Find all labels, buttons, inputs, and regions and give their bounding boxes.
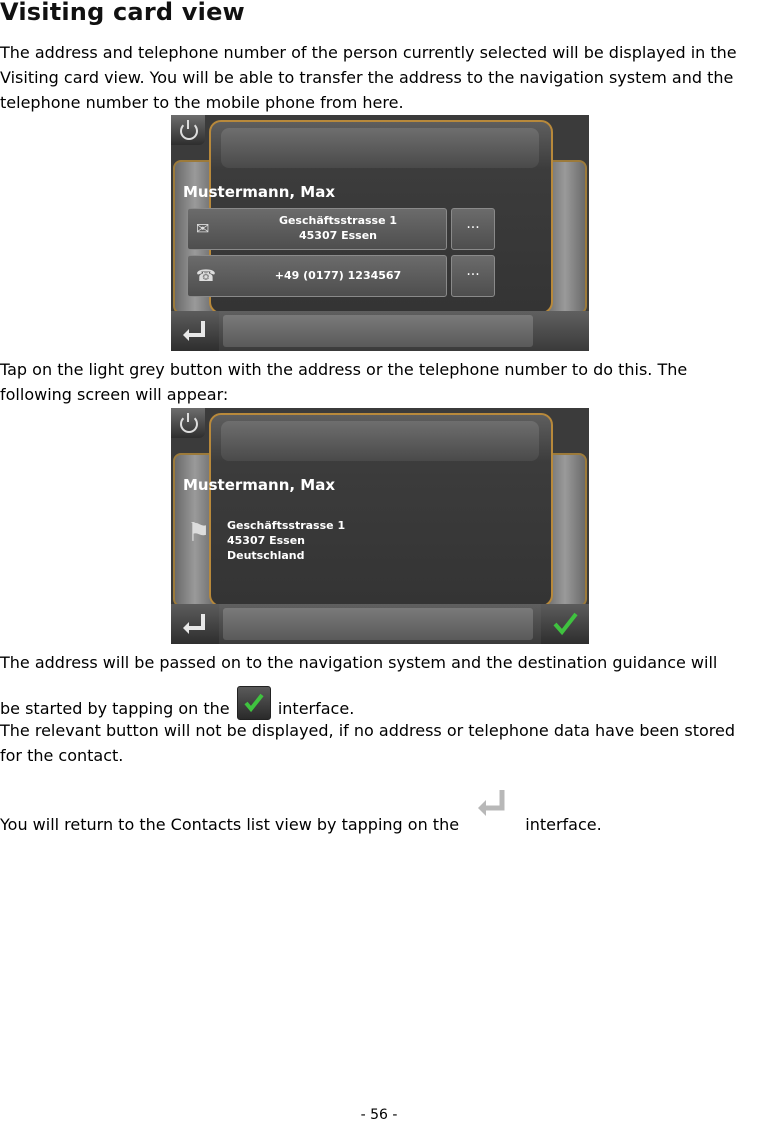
phone-number: +49 (0177) 1234567 <box>274 269 402 282</box>
destination-line-3: Deutschland <box>227 549 305 562</box>
phone-button[interactable] <box>187 255 447 297</box>
address-button[interactable] <box>187 208 447 250</box>
intro-paragraph: The address and telephone number of the person currently selected will be displayed in the Visiting card view. You will be able to transfer the address to the navigation system and the telephone number to the mobile phone from here. <box>0 43 737 112</box>
destination-address <box>227 518 345 563</box>
address-more-button[interactable]: ... <box>451 208 495 250</box>
phone-more-button[interactable]: ... <box>451 255 495 297</box>
page-title: Visiting card view <box>0 0 245 26</box>
destination-line-2: 45307 Essen <box>227 534 305 547</box>
back-arrow-icon <box>171 311 219 351</box>
ok-button[interactable] <box>541 604 589 644</box>
contact-name: Mustermann, Max <box>183 476 336 494</box>
contact-name: Mustermann, Max <box>183 183 336 201</box>
bottom-bar <box>171 604 589 644</box>
destination-screenshot <box>171 408 589 644</box>
power-icon <box>180 122 198 140</box>
checkered-flag-icon: ⚑ <box>187 518 211 548</box>
checkmark-icon <box>237 686 271 720</box>
back-button[interactable] <box>171 311 219 351</box>
address-line-1: Geschäftsstrasse 1 <box>278 214 398 227</box>
page-number: - 56 - <box>360 1107 398 1123</box>
address-line-2: 45307 Essen <box>299 229 377 242</box>
back-arrow-icon <box>464 798 520 834</box>
destination-panel <box>209 413 553 607</box>
address-card-icon: ✉ <box>196 219 210 238</box>
passed-paragraph-line2: be started by tapping on the interface. <box>0 686 758 721</box>
relevant-paragraph: The relevant button will not be displayed, if no address or telephone data have been stored for the contact. <box>0 721 736 765</box>
phone-icon: ☎ <box>196 266 216 285</box>
bottom-bar <box>171 311 589 351</box>
power-button[interactable] <box>171 115 205 145</box>
checkmark-icon <box>541 604 589 644</box>
return-paragraph: You will return to the Contacts list view by tapping on the interface. <box>0 798 758 837</box>
power-icon <box>180 415 198 433</box>
back-arrow-icon <box>171 604 219 644</box>
visiting-card-screenshot <box>171 115 589 351</box>
passed-paragraph-line1: The address will be passed on to the navigation system and the destination guidance will <box>0 653 718 672</box>
tap-paragraph: Tap on the light grey button with the address or the telephone number to do this. The following screen will appear: <box>0 360 688 404</box>
back-button[interactable] <box>171 604 219 644</box>
destination-line-1: Geschäftsstrasse 1 <box>227 519 346 532</box>
power-button[interactable] <box>171 408 205 438</box>
